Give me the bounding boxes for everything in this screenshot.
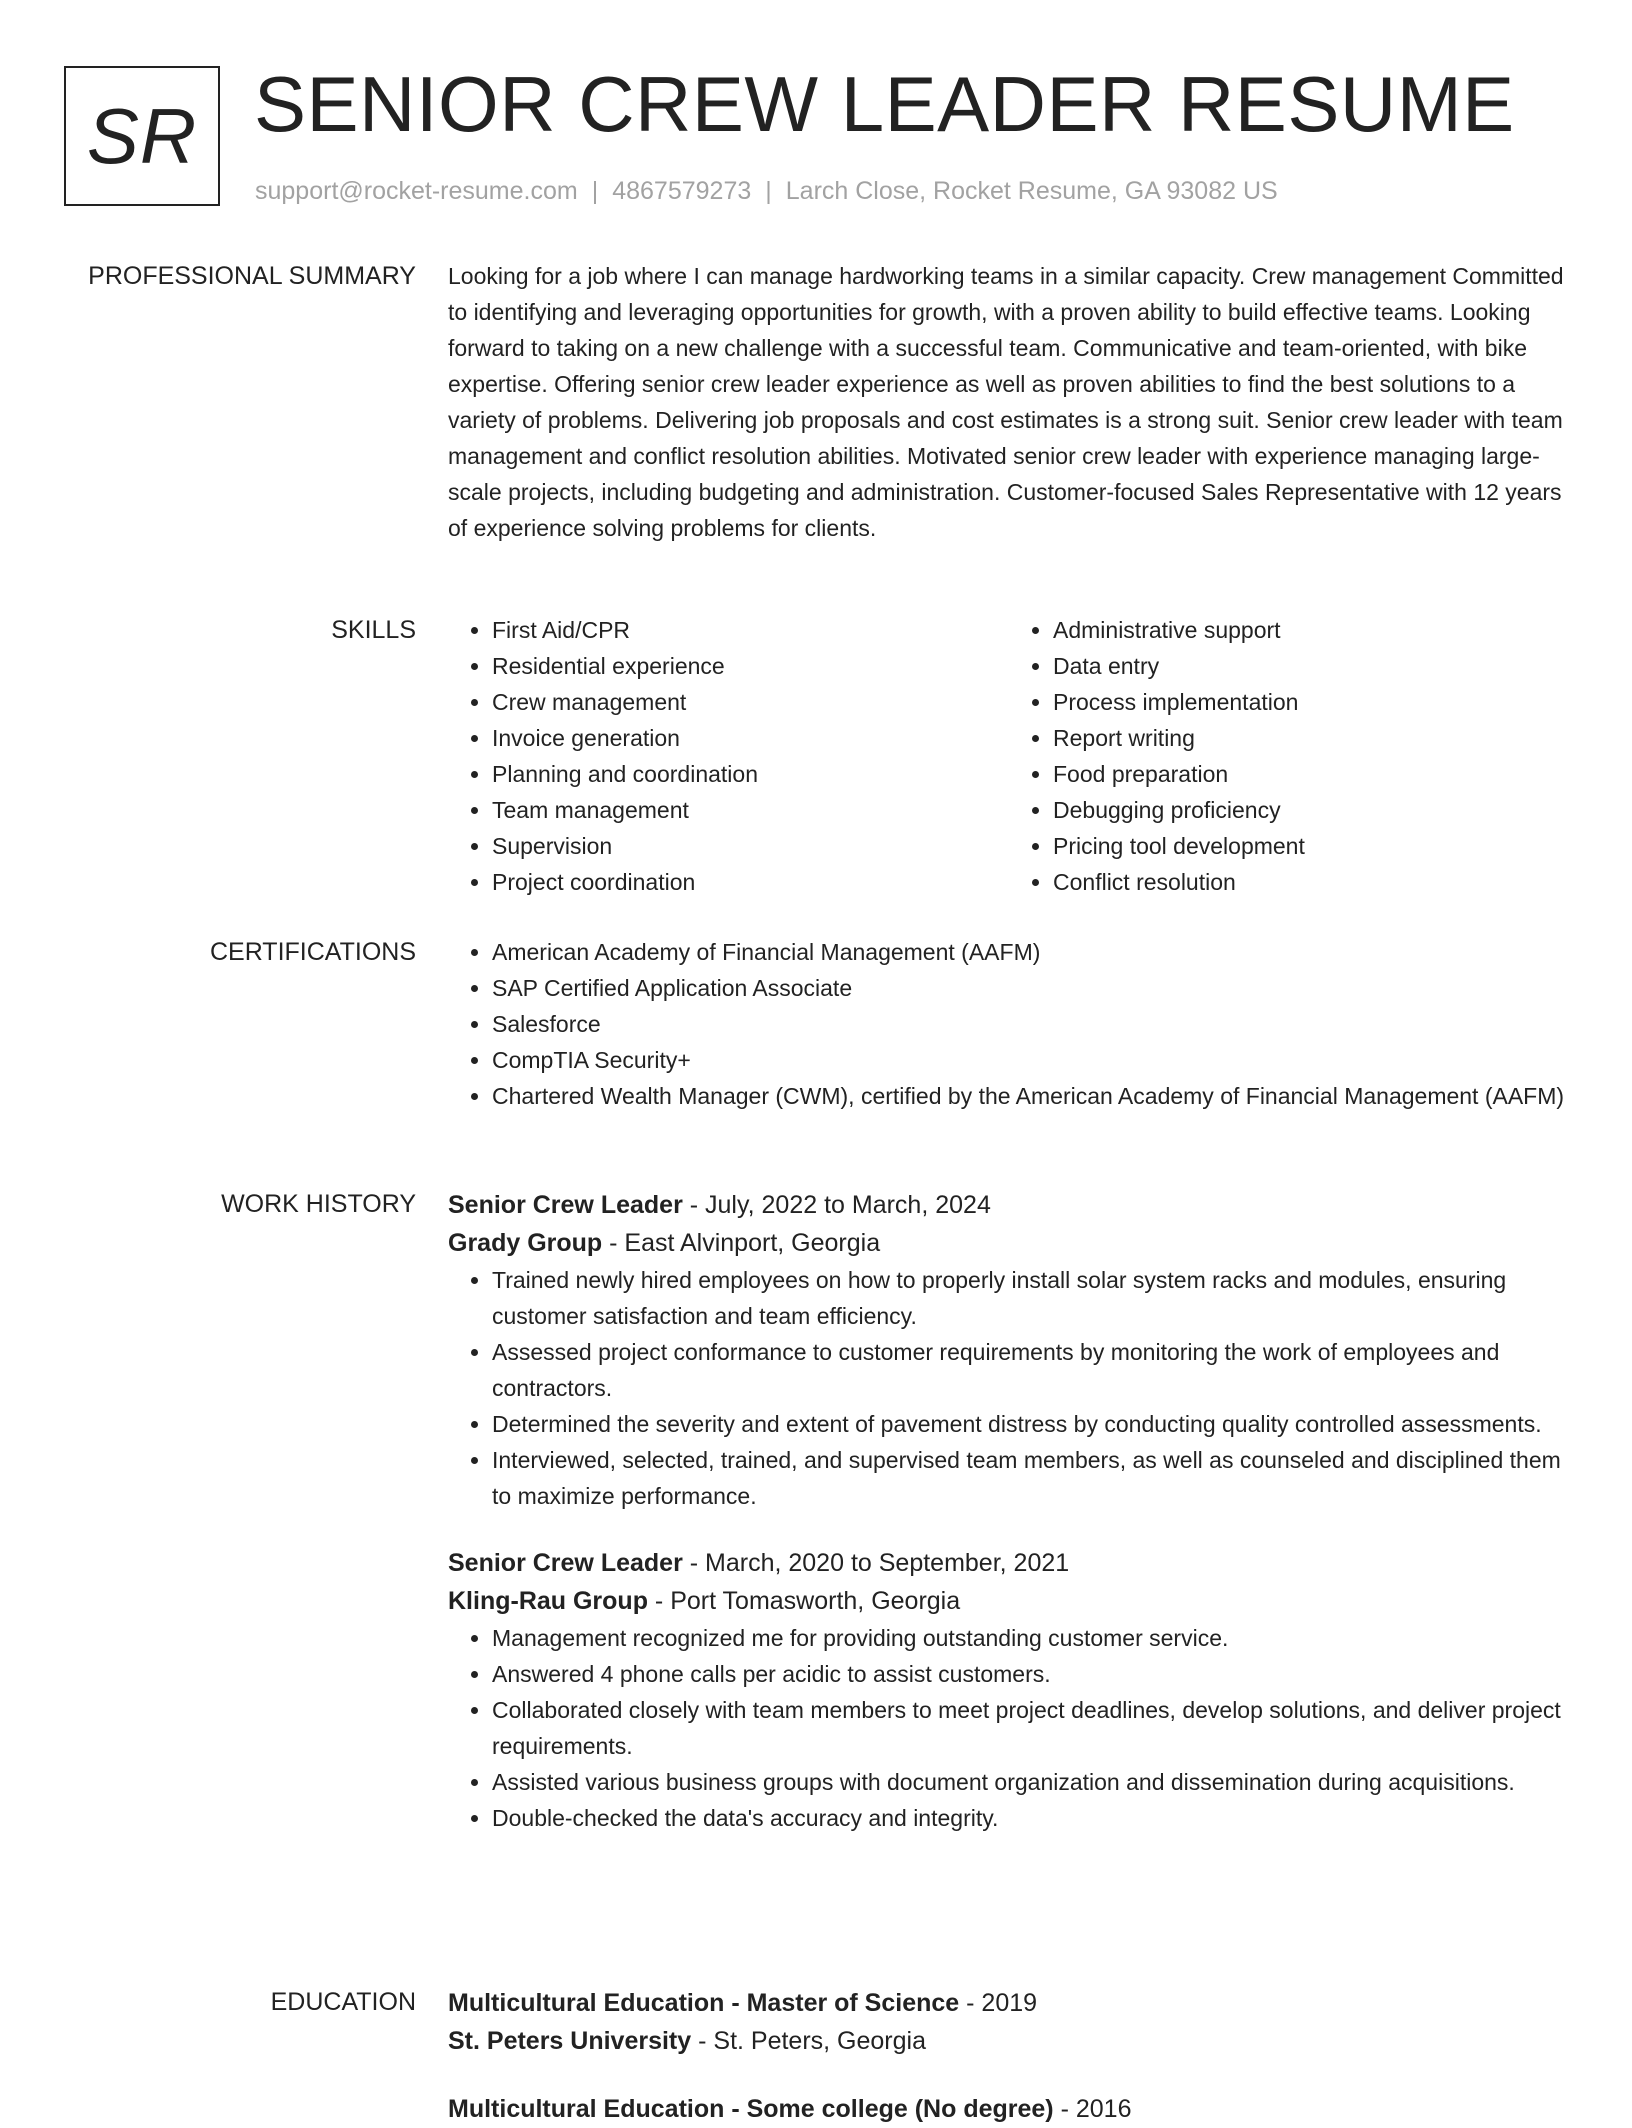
job-title-line (448, 1544, 1570, 1582)
skill-item: • Invoice generation (492, 720, 1009, 756)
education-body (448, 1984, 1570, 2128)
job-duty: • Double-checked the data's accuracy and integrity. (492, 1800, 1570, 1836)
job-dates: - March, 2020 to September, 2021 (682, 1549, 1070, 1577)
contact-email: support@rocket-resume.com (255, 177, 578, 205)
job-company: Kling-Rau Group (448, 1587, 648, 1615)
education-entry (448, 2090, 1570, 2128)
job-dates: - July, 2022 to March, 2024 (682, 1191, 991, 1219)
skill-item: • Report writing (1053, 720, 1570, 756)
skill-item: • Conflict resolution (1053, 864, 1570, 900)
skill-item: • Crew management (492, 684, 1009, 720)
education-location: - St. Peters, Georgia (691, 2027, 926, 2055)
work-history-body (448, 1186, 1570, 1836)
certification-item: • SAP Certified Application Associate (492, 970, 1570, 1006)
contact-line (255, 174, 1278, 208)
job-company: Grady Group (448, 1229, 603, 1257)
education-year: - 2016 (1053, 2095, 1132, 2123)
job-entry (448, 1186, 1570, 1514)
job-title-line (448, 1186, 1570, 1224)
skill-item: • Project coordination (492, 864, 1009, 900)
job-duty: • Management recognized me for providing outstanding customer service. (492, 1620, 1570, 1656)
skill-item: • Pricing tool development (1053, 828, 1570, 864)
summary-body (448, 258, 1570, 546)
job-entry (448, 1544, 1570, 1836)
education-school: St. Peters University (448, 2027, 692, 2055)
skills-label: SKILLS (331, 616, 416, 644)
contact-phone: 4867579273 (612, 177, 752, 205)
job-title: Senior Crew Leader (448, 1191, 683, 1219)
skill-item: • Supervision (492, 828, 1009, 864)
job-duty: • Collaborated closely with team members to meet project deadlines, develop solutions, and deliver project requirements. (492, 1692, 1570, 1764)
job-duty: • Assisted various business groups with document organization and dissemination during acquisitions. (492, 1764, 1570, 1800)
summary-text: Looking for a job where I can manage hardworking teams in a similar capacity. Crew management Committed to identifying and leveraging opportunities for growth, with a proven ability to build effective teams. Looking forward to taking on a new challenge with a successful team. Communicative and team-oriented, with bike expertise. Offering senior crew leader experience as well as proven abilities to find the best solutions to a variety of problems. Delivering job proposals and cost estimates is a strong suit. Senior crew leader with team management and conflict resolution abilities. Motivated senior crew leader with experience managing large-scale projects, including budgeting and administration. Customer-focused Sales Representative with 12 years of experience solving problems for clients. (448, 263, 1564, 541)
certification-item: • Chartered Wealth Manager (CWM), certified by the American Academy of Financial Management (AAFM) (492, 1078, 1570, 1114)
resume-title: SENIOR CREW LEADER RESUME (254, 60, 1515, 148)
certification-item: • American Academy of Financial Management (AAFM) (492, 934, 1570, 970)
job-duties-list (448, 1620, 1570, 1836)
certifications-list (448, 934, 1570, 1114)
skill-item: • Team management (492, 792, 1009, 828)
education-entry (448, 1984, 1570, 2060)
contact-separator: | (591, 177, 599, 205)
education-degree: Multicultural Education - Some college (No degree) (448, 2095, 1054, 2123)
job-location: - Port Tomasworth, Georgia (647, 1587, 961, 1615)
skill-item: • Administrative support (1053, 612, 1570, 648)
job-duties-list (448, 1262, 1570, 1514)
education-school-line (448, 2022, 1570, 2060)
education-degree: Multicultural Education - Master of Science (448, 1989, 960, 2017)
education-label: EDUCATION (270, 1988, 416, 2016)
skill-item: • Food preparation (1053, 756, 1570, 792)
skill-item: • First Aid/CPR (492, 612, 1009, 648)
certification-item: • CompTIA Security+ (492, 1042, 1570, 1078)
education-degree-line (448, 2090, 1570, 2128)
certifications-label: CERTIFICATIONS (209, 938, 416, 966)
certification-item: • Salesforce (492, 1006, 1570, 1042)
job-company-line (448, 1582, 1570, 1620)
certifications-body (448, 934, 1570, 1114)
education-degree-line (448, 1984, 1570, 2022)
job-company-line (448, 1224, 1570, 1262)
skill-item: • Residential experience (492, 648, 1009, 684)
skill-item: • Planning and coordination (492, 756, 1009, 792)
job-location: - East Alvinport, Georgia (602, 1229, 881, 1257)
skills-list-right (1009, 612, 1570, 900)
monogram-logo: SR (64, 66, 220, 206)
job-duty: • Determined the severity and extent of pavement distress by conducting quality controlled assessments. (492, 1406, 1570, 1442)
skills-list-left (448, 612, 1009, 900)
job-duty: • Trained newly hired employees on how to properly install solar system racks and modules, ensuring customer satisfaction and team efficiency. (492, 1262, 1570, 1334)
skill-item: • Data entry (1053, 648, 1570, 684)
contact-address: Larch Close, Rocket Resume, GA 93082 US (785, 177, 1278, 205)
summary-label: PROFESSIONAL SUMMARY (88, 262, 416, 290)
job-duty: • Assessed project conformance to customer requirements by monitoring the work of employees and contractors. (492, 1334, 1570, 1406)
job-duty: • Answered 4 phone calls per acidic to assist customers. (492, 1656, 1570, 1692)
job-title: Senior Crew Leader (448, 1549, 683, 1577)
skill-item: • Process implementation (1053, 684, 1570, 720)
skills-body (448, 612, 1570, 900)
education-year: - 2019 (959, 1989, 1038, 2017)
work-history-label: WORK HISTORY (221, 1190, 416, 1218)
job-duty: • Interviewed, selected, trained, and supervised team members, as well as counseled and disciplined them to maximize performance. (492, 1442, 1570, 1514)
skill-item: • Debugging proficiency (1053, 792, 1570, 828)
contact-separator: | (765, 177, 772, 205)
